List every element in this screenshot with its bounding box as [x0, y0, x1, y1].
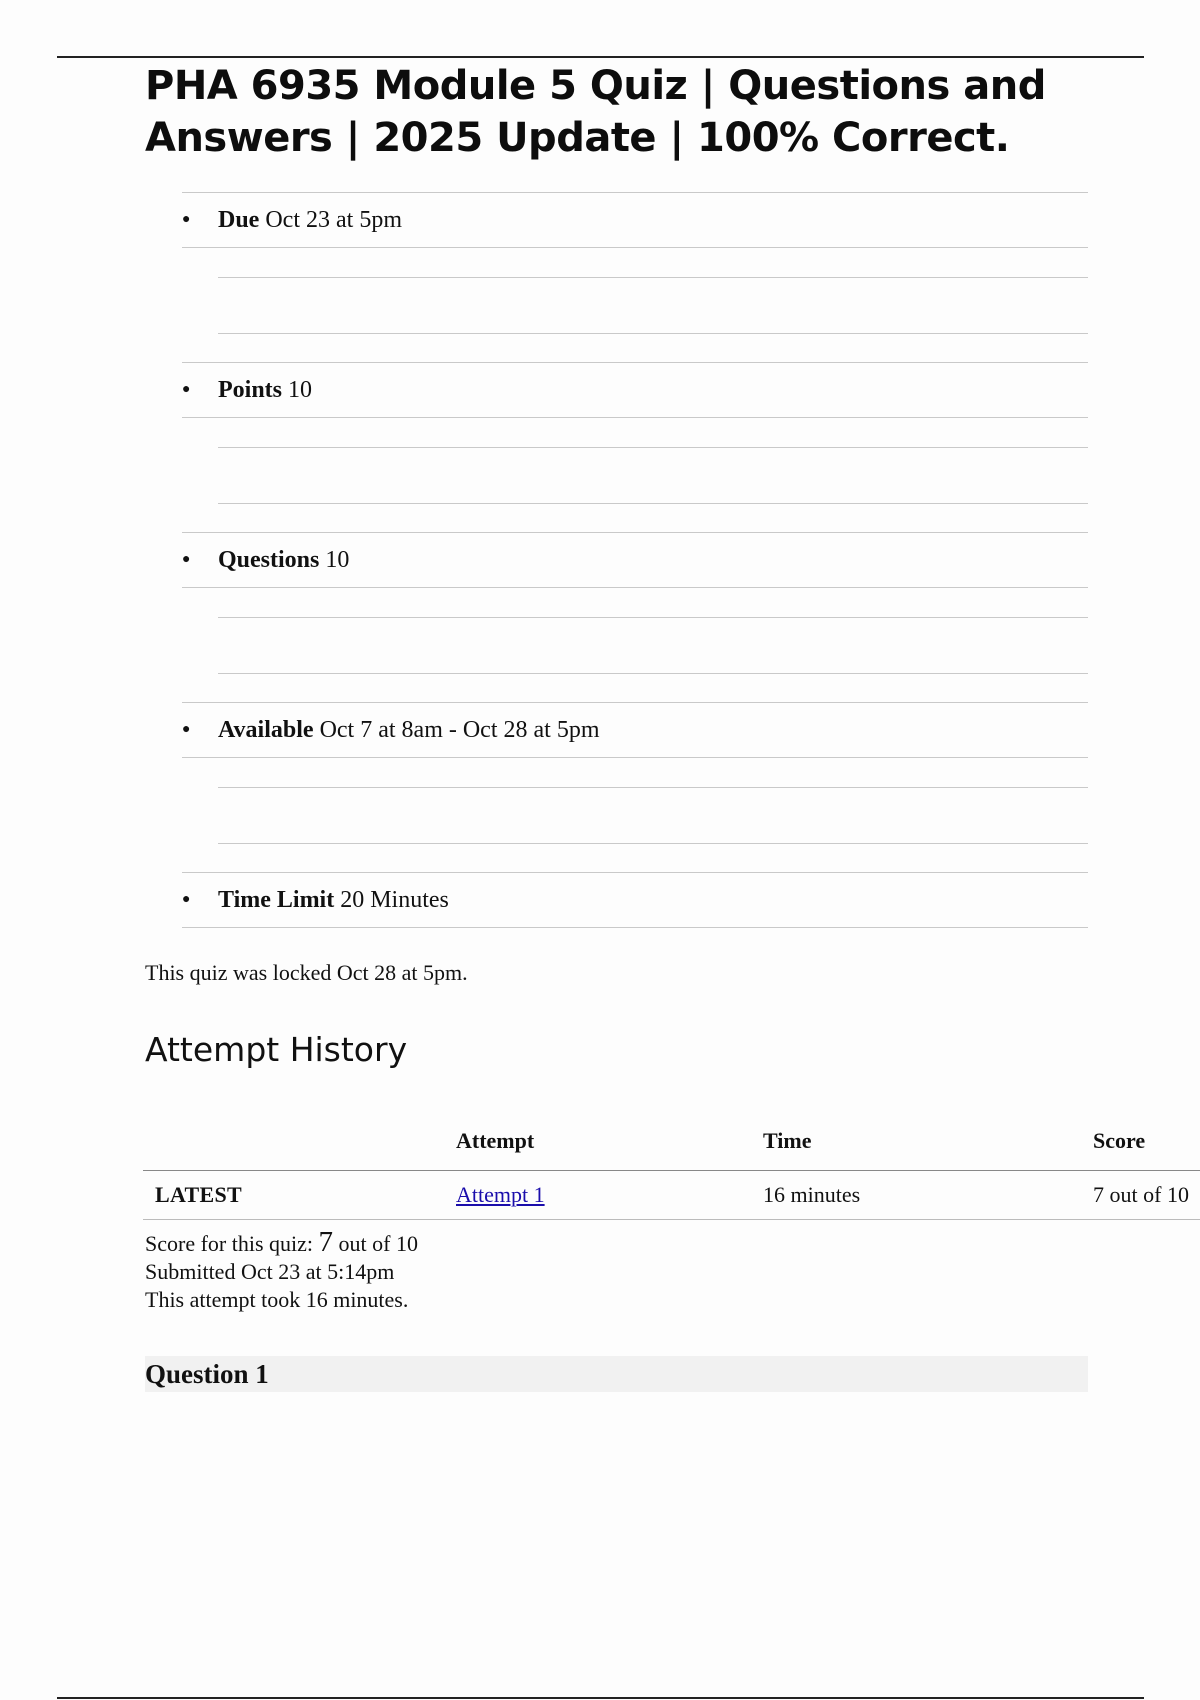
detail-value: 10: [288, 376, 313, 403]
column-header-attempt: Attempt: [456, 1128, 535, 1153]
divider: [218, 617, 1088, 618]
divider: [182, 247, 1088, 248]
divider: [218, 447, 1088, 448]
detail-label: Points: [218, 376, 283, 403]
bullet-icon: ●: [182, 892, 191, 907]
divider: [218, 673, 1088, 674]
detail-label: Due: [218, 206, 260, 233]
bullet-icon: ●: [182, 722, 191, 737]
question-header: Question 1: [145, 1356, 1088, 1392]
detail-label: Questions: [218, 546, 320, 573]
top-rule: [57, 56, 1144, 58]
divider: [182, 757, 1088, 758]
divider: [218, 787, 1088, 788]
detail-value: Oct 23 at 5pm: [265, 206, 402, 233]
attempt-history-heading: Attempt History: [145, 1030, 408, 1069]
duration-line: This attempt took 16 minutes.: [145, 1287, 409, 1312]
document-title: PHA 6935 Module 5 Quiz | Questions and Answers | 2025 Update | 100% Correct.: [145, 63, 1046, 161]
attempt-link[interactable]: Attempt 1: [456, 1182, 545, 1207]
latest-badge: LATEST: [155, 1182, 242, 1207]
bottom-rule: [57, 1697, 1144, 1699]
detail-due: [182, 192, 1088, 362]
divider: [218, 503, 1088, 504]
score-prefix: Score for this quiz:: [145, 1231, 319, 1256]
attempt-time: 16 minutes: [763, 1182, 861, 1207]
score-value: 7: [318, 1226, 334, 1258]
bullet-icon: ●: [182, 552, 191, 567]
score-suffix: out of 10: [333, 1231, 418, 1256]
detail-available: [182, 702, 1088, 872]
divider: [218, 843, 1088, 844]
lock-notice: This quiz was locked Oct 28 at 5pm.: [145, 960, 468, 985]
detail-label: Available: [218, 716, 314, 743]
column-header-score: Score: [1093, 1128, 1146, 1153]
quiz-details-list: [182, 192, 1088, 1042]
attempt-summary: [145, 1228, 418, 1314]
bullet-icon: ●: [182, 382, 191, 397]
detail-label: Time Limit: [218, 886, 335, 913]
table-header-row: [143, 1112, 1200, 1171]
detail-value: 20 Minutes: [340, 886, 449, 913]
bullet-icon: ●: [182, 212, 191, 227]
detail-value: 10: [325, 546, 350, 573]
detail-questions: [182, 532, 1088, 702]
divider: [218, 277, 1088, 278]
divider: [182, 587, 1088, 588]
detail-points: [182, 362, 1088, 532]
divider: [182, 927, 1088, 928]
divider: [218, 333, 1088, 334]
attempt-history-table: [143, 1112, 1200, 1220]
detail-time-limit: [182, 872, 1088, 1042]
divider: [182, 417, 1088, 418]
column-header-time: Time: [763, 1128, 812, 1153]
attempt-score: 7 out of 10: [1093, 1182, 1189, 1207]
submitted-line: Submitted Oct 23 at 5:14pm: [145, 1259, 395, 1284]
detail-value: Oct 7 at 8am - Oct 28 at 5pm: [319, 716, 600, 743]
table-row: [143, 1171, 1200, 1220]
score-line: [145, 1228, 418, 1258]
